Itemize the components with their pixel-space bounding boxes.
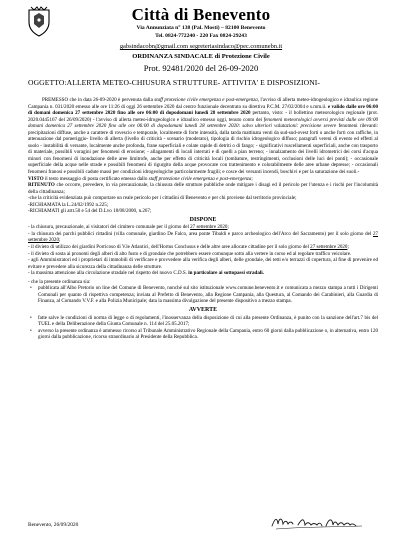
avverte-heading: AVVERTE: [188, 306, 218, 313]
premise-paragraph: PREMESSO che in data 26-09-2020 è pervenuta dalla staff protezione civile emergenza e post-emergenza, l'avviso di allerta meteo-idrogeologico e idraulica regione Campania n. 031/2020 emesso alle ore 11:26 di oggi 26 settembre 2020 dal centro funzionale decentrato su direttiva P.C.M. 27/02/2004 e s.mm.ii. e valido dalle ore 06:00 di domani domenica 27 settembre 2020 fino alle ore 06:00 di dopodomani lunedì 28 settembre 2020 pertanto, visto: - il bollettino meteorologico regionale (prot. 2020.0445167 del 26/09/2020) - l'avviso di allerta meteo-idrogeologico e idraulico emesso oggi, tenuto conto dei fenomeni meteorologici avversi previsti dalle ore 09:00 domani domenica 27 settembre 2020 fino alle ore 06:00 di dopodomani lunedì 28 settembre 2020: salvo ulteriori valutazioni: precisione severe fenomeni rilevanti: precipitazioni diffuse, anche a carattere di rovescio e temporale, localmente di forte intensità, dalla tarda mattinata venti da sud-sud-ovest forti o anche forti con raffiche, in attenuazione dal pomeriggio- livello di allerta (livello di criticità - scenario (moderato), tipologia di rischio idrogeologico diffuso; paragrafi vereni di evento ed effetti al suolo - instabilità di versante, localmente anche profonda, frane superficiali e colate rapide di detriti o di fango; - significativi ruscellamenti superficiali, anche con trasporto di materiale, possibili voragini per fenomeni di erosione; - allagamenti di locali interrati e di quelli a pian terreno; - innalzamento dei livelli idrometrici dei corsi d'acqua minori con fenomeni di inondazione delle aree limitrofe, anche per effetto di criticità locali (tombature, restringimenti, occlusioni delle luci dei ponti); - occasionale superficiale della acque nelle strade e possibili fenomeni di rigurgito della acque provocate con trattenimento e colorabilmente delle aree urbane depresse; - occasionali fenomeni franosi e possibili cadute massi per condizioni idrogeologiche particolarmente fragili; e cosce dei versanti incendi, boschivi e per la saturazione dei suoli.-: [28, 97, 379, 176]
richiamata-line: -RICHIAMATA la L.24/02/1992 n.225;: [28, 201, 109, 208]
dispone-item-parking: - il divieto di sosta ai pronomi degli alberi di alto fusto e di grondaie che potrebbero essere comunque sotto alla vertere in corso ed al regolare traffico veicolare.: [28, 250, 352, 257]
avverte-item-sanction: • fatte salve le condizioni di norma di legge o di regolamenti, l'inosservanza della disposizione di cui alla presente Ordinanza, è punito con la sanzione dell'art.7 bis del TUEL e della Deliberazione della Giunta Comunale n. 114 del 25.05.2017;: [30, 314, 378, 328]
dispone-item-cemetery: - la chiusura, precauzionale, ai visitatori del cimitero comunale per il giorno del 27 settembre 2020;: [28, 224, 229, 231]
bullet-icon: •: [30, 327, 32, 334]
criticita-paragraph: -che la criticità evidenziata può comportare un reale pericolo per i cittadini di Benevento e per chi proviene dal territorio provinciale;: [28, 195, 297, 202]
dispone-item-traffic: - la massima attenzione alla circolazione stradale nel rispetto del nuovo C.D.S. in particolare ai sottopassi stradali.: [28, 270, 264, 277]
protocol-number: Prot. 92481/2020 del 26-09-2020: [143, 63, 259, 73]
office-email[interactable]: gabsindacobn@gmail.com segreteriasindaco@pec.comunebn.it: [119, 43, 283, 50]
dispone-item-gardens: - il divieto di utilizzo dei giardini Porricoso di V.le Atlantici, dell'Hortus Conclusus e delle altre aree allocate cittadine per il solo giorno del 27 settembre 2020;: [28, 244, 349, 251]
place-date: Benevento, 26/09/2020: [28, 522, 79, 528]
publication-list: [28, 285, 378, 305]
avverte-list: [28, 315, 378, 341]
dispone-item-owners: - agli Amministratori ed i proprietari di immobili di verificare e provvedere alla verifica degli alberi, delle grondaie, dei tetti e/o terrazzi di copertura, al fine di prevenire ed evitare e prevedere alla sicurezza della cittadinanza delle strutture.: [28, 257, 378, 270]
office-phones: Tel. 0824-772240 - 220 Fax 0824-29243: [155, 33, 247, 39]
dispone-item-parks: - la chiusura dei parchi pubblici cittadini (villa comunale, giardino De Falco, area ponte Tibaldi e parco archeologico dell'Arco del Sacramento) per il solo giorno del 27 settembre 2020;: [28, 230, 378, 244]
visto-paragraph: VISTO il testo messaggio di posta certificato emesso dallo staff protezione civile emergenza e post-emergenza;: [28, 175, 253, 182]
city-title: Città di Benevento: [131, 5, 271, 24]
office-address: Via Annunziata n° 138 (Pal. Mosti) – 82100 Benevento: [136, 25, 266, 31]
mayor-signature: [268, 512, 368, 532]
bullet-icon: •: [30, 314, 32, 321]
ordinance-body: [28, 97, 378, 341]
richiamati-line: -RICHIAMATI gli artt.50 e 54 del D.Lvo 18/08/2000, n.267;: [28, 208, 152, 215]
ordinance-heading: ORDINANZA SINDACALE di Protezione Civile: [132, 53, 270, 60]
dispone-heading: DISPONE: [189, 216, 217, 223]
publication-intro: - che la presente ordinanza sia:: [28, 278, 91, 285]
subject-line: OGGETTO:ALLERTA METEO-CHIUSURA STRUTTURE- ATTIVITA' E DISPOSIZIONI-: [28, 78, 321, 87]
avverte-item-appeal: • avverso la presente ordinanza è ammesso ricorso al Tribunale Amministrativo Regionale della Campania, entro 60 giorni dalla pubblicazione o, in alternativa, entro 120 giorni dalla pubblicazione, ricorso straordinario al Presidente della Repubblica.: [30, 327, 378, 341]
ritenuto-paragraph: RITENUTO che occorre, prevedere, in via precauzionale, la chiusura delle strutture pubbliche onde mitigare i disagi ed il pericolo per l'utenza e i rischi per l'incolumità della cittadinanza;: [28, 182, 378, 195]
publication-item: • pubblicata all'Albo Pretorio on line del Comune di Benevento, nonché sul sito istituzionale www.comune.benevento.it e comunicata a mezzo stampa a tutti i Dirigenti Comunali per quanto di rispettiva competenza; inviata al Prefetto di Benevento, alla Regione Campania, alla Questura, al Comando dei Carabinieri, alla Guardia di Finanza, al Comando V.V.F. e alla Polizia Municipale; data la massima divulgazione del presente dispositivo a mezzo stampa.: [30, 285, 378, 305]
bullet-icon: •: [30, 285, 32, 292]
